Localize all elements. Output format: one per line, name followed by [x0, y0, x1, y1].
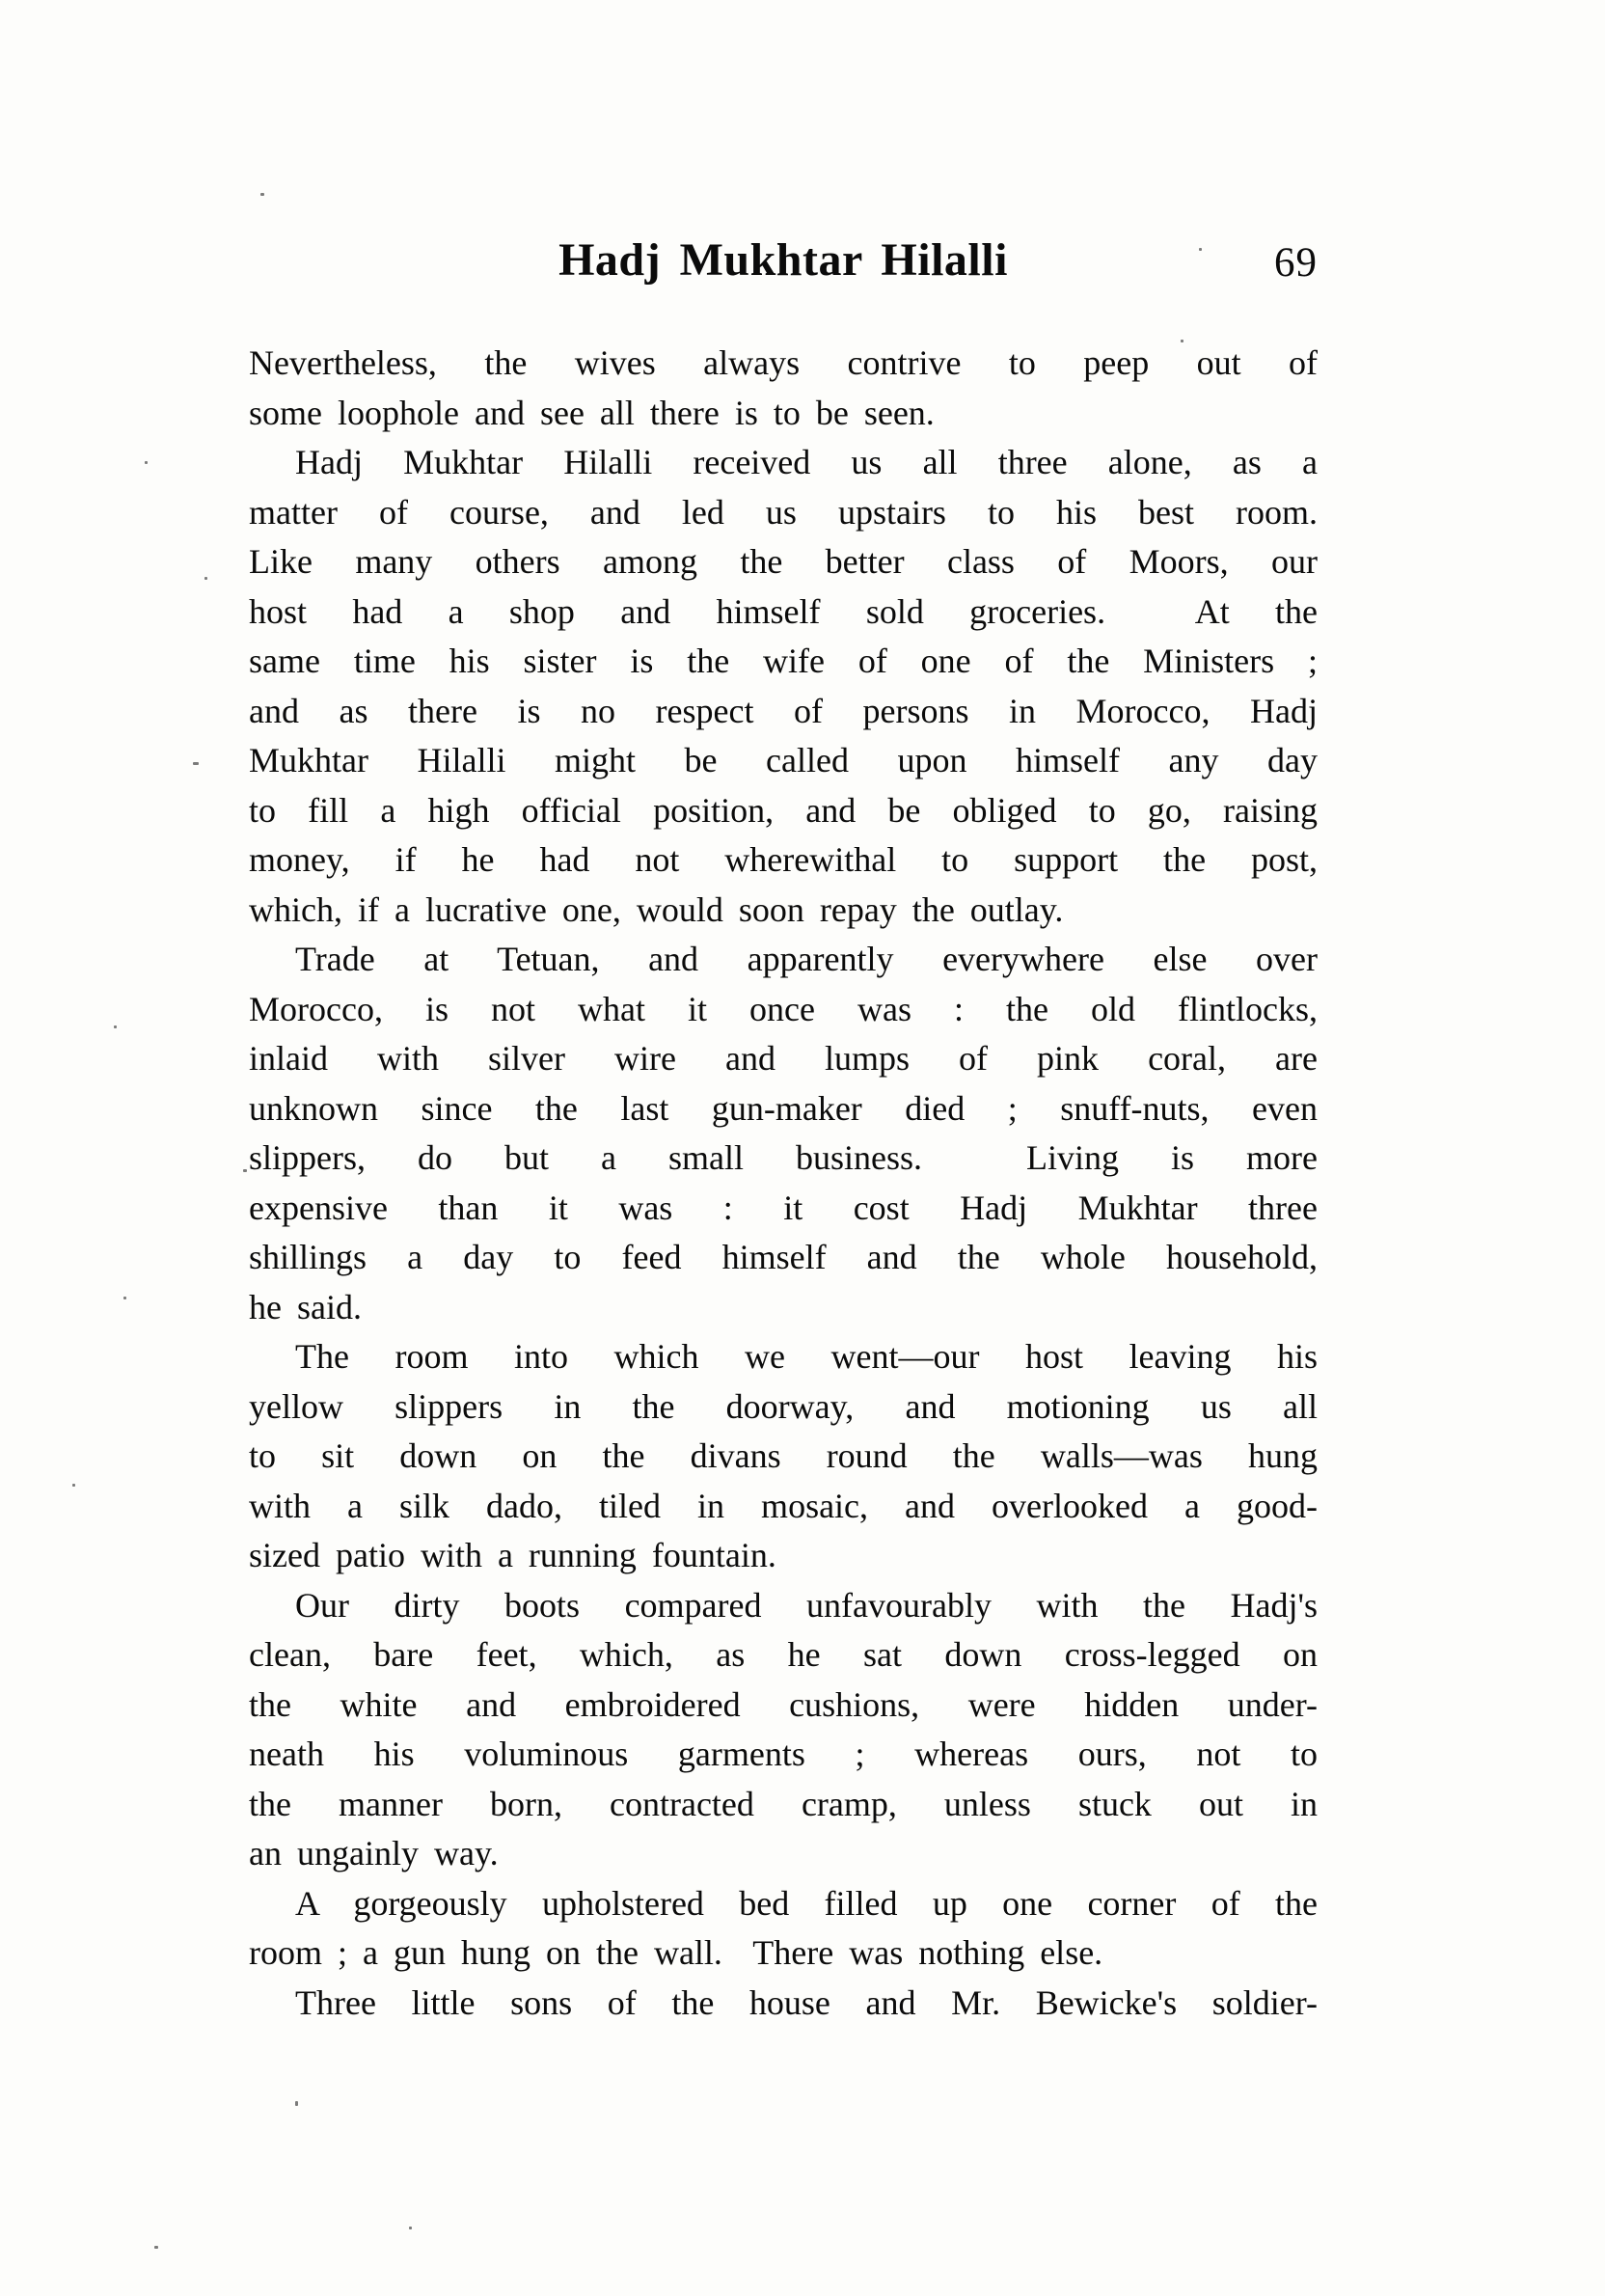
text-line: neath his voluminous garments ; whereas ours, not to: [249, 1735, 1318, 1773]
text-line: host had a shop and himself sold groceries. At the: [249, 591, 1318, 631]
text-line: The room into which we went—our host leaving his: [295, 1337, 1318, 1376]
text-line: A gorgeously upholstered bed filled up one corner of the: [295, 1883, 1318, 1923]
text-line: to sit down on the divans round the walls—was hung: [249, 1436, 1318, 1475]
text-line: slippers, do but a small business. Living is more: [249, 1138, 1318, 1177]
text-line: clean, bare feet, which, as he sat down cross-legged on: [249, 1635, 1318, 1674]
text-line: an ungainly way.: [249, 1834, 499, 1872]
text-line: expensive than it was : it cost Hadj Mukhtar three: [249, 1188, 1318, 1227]
scan-speck: [1181, 340, 1183, 342]
text-line: Hadj Mukhtar Hilalli received us all three alone, as a: [295, 443, 1318, 481]
text-line: with a silk dado, tiled in mosaic, and overlooked a good-: [249, 1486, 1318, 1525]
text-line: Trade at Tetuan, and apparently everywhere else over: [295, 940, 1318, 978]
scan-speck: [193, 762, 199, 765]
text-line: which, if a lucrative one, would soon repay the outlay.: [249, 889, 1064, 929]
scan-speck: [204, 577, 207, 580]
text-line: unknown since the last gun-maker died ; snuff-nuts, even: [249, 1088, 1318, 1128]
text-line: yellow slippers in the doorway, and motioning us all: [249, 1386, 1318, 1426]
scan-speck: [295, 2101, 298, 2106]
scan-speck: [1199, 248, 1202, 251]
scan-speck: [154, 2246, 158, 2249]
scan-speck: [260, 193, 264, 196]
text-line: sized patio with a running fountain.: [249, 1536, 776, 1574]
scan-speck: [123, 1297, 126, 1299]
text-line: Mukhtar Hilalli might be called upon himself any day: [249, 741, 1318, 779]
running-head-title: Hadj Mukhtar Hilalli: [558, 234, 1008, 286]
text-line: Like many others among the better class of Moors, our: [249, 542, 1318, 581]
text-line: room ; a gun hung on the wall. There was nothing else.: [249, 1933, 1103, 1972]
scan-speck: [409, 2227, 412, 2229]
body-text: [249, 339, 1318, 2028]
scan-speck: [72, 1484, 75, 1487]
text-line: the white and embroidered cushions, were hidden under-: [249, 1684, 1318, 1724]
text-line: same time his sister is the wife of one of the Ministers ;: [249, 642, 1318, 680]
text-line: the manner born, contracted cramp, unless stuck out in: [249, 1784, 1318, 1823]
scan-speck: [145, 461, 148, 464]
text-line: Morocco, is not what it once was : the old flintlocks,: [249, 989, 1318, 1028]
text-line: Our dirty boots compared unfavourably with the Hadj's: [295, 1585, 1318, 1625]
text-line: he said.: [249, 1287, 362, 1326]
text-line: Nevertheless, the wives always contrive to peep out of: [249, 343, 1318, 382]
text-line: and as there is no respect of persons in Morocco, Hadj: [249, 691, 1318, 730]
text-line: to fill a high official position, and be obliged to go, raising: [249, 790, 1318, 830]
scan-speck: [243, 1169, 247, 1172]
text-line: inlaid with silver wire and lumps of pink coral, are: [249, 1039, 1318, 1078]
text-line: Three little sons of the house and Mr. Bewicke's soldier-: [295, 1982, 1318, 2022]
text-line: matter of course, and led us upstairs to his best room.: [249, 492, 1318, 532]
scan-speck: [114, 1025, 117, 1028]
page-number: 69: [1274, 240, 1318, 286]
text-line: money, if he had not wherewithal to support the post,: [249, 840, 1318, 879]
text-line: shillings a day to feed himself and the whole household,: [249, 1238, 1318, 1276]
text-line: some loophole and see all there is to be seen.: [249, 393, 935, 432]
